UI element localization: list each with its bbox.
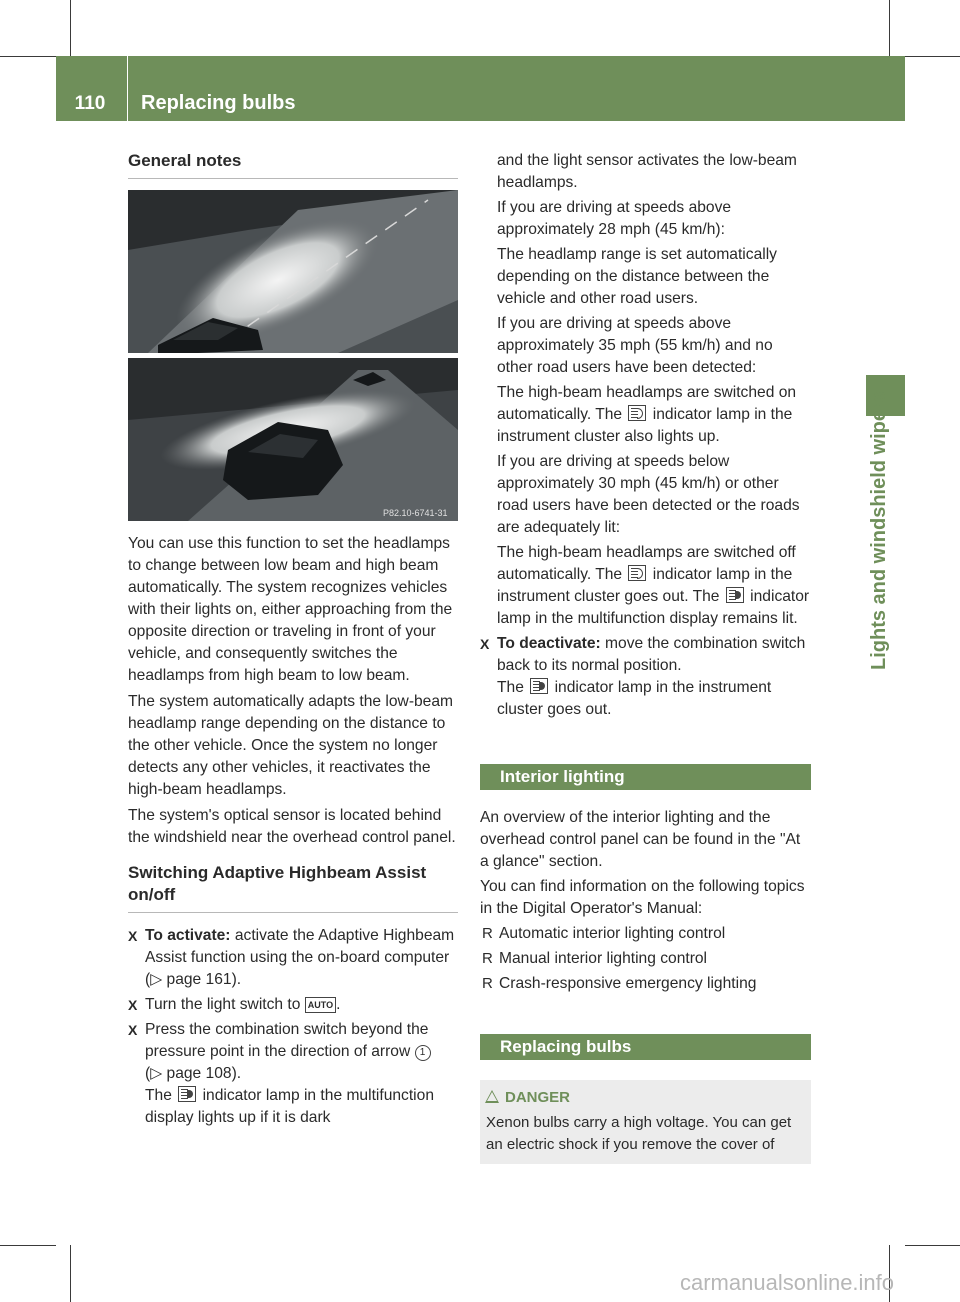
step-activate-ref: page 161). bbox=[166, 971, 242, 988]
bullet-text: Crash-responsive emergency lighting bbox=[499, 975, 757, 992]
cont-1: and the light sensor activates the low-beam headlamps. bbox=[497, 152, 797, 191]
list-item bbox=[482, 923, 811, 945]
interior-lighting-heading: Interior lighting bbox=[480, 764, 811, 790]
danger-notice bbox=[480, 1080, 811, 1164]
ref-arrow: ▷ bbox=[150, 971, 167, 988]
crop-mark bbox=[0, 56, 56, 57]
high-beam-lamp-icon bbox=[628, 405, 646, 421]
headlamp-figure bbox=[128, 190, 458, 521]
cont-6: If you are driving at speeds below approximately 30 mph (45 km/h) or other road users have been detected or the roads are adequately lit: bbox=[497, 453, 800, 536]
general-notes-p1: You can use this function to set the headlamps to change between low beam and high beam automatically. The system recognizes vehicles with their lights on, either approaching from the opposite direction or traveling in front of your vehicle, and consequently switches the headlamps from high beam to low beam. bbox=[128, 535, 453, 684]
crop-mark bbox=[70, 0, 71, 56]
deact-2a: The bbox=[497, 679, 524, 696]
cont-3: The headlamp range is set automatically depending on the distance between the vehicle and other road users. bbox=[497, 246, 777, 307]
step-combination-text: Press the combination switch beyond the pressure point in the direction of arrow bbox=[145, 1021, 429, 1060]
cont-5a: The high-beam headlamps are switched on automatically. The bbox=[497, 384, 797, 423]
cont-7b: indicator lamp in the instrument cluster goes out. The bbox=[497, 566, 793, 605]
bullet-mark: R bbox=[482, 950, 493, 967]
warning-triangle-icon bbox=[485, 1090, 499, 1103]
step-mark: X bbox=[128, 1022, 138, 1038]
crop-mark bbox=[889, 0, 890, 56]
bullet-mark: R bbox=[482, 925, 493, 942]
adaptive-highbeam-lamp-icon bbox=[178, 1086, 196, 1102]
interior-p2: You can find information on the following topics in the Digital Operator's Manual: bbox=[480, 878, 805, 917]
step-light-switch bbox=[128, 994, 458, 1016]
step-deactivate-label: To deactivate: bbox=[497, 635, 601, 652]
list-item bbox=[482, 973, 811, 995]
page-number: 110 bbox=[74, 93, 106, 114]
arrow-number-icon: 1 bbox=[415, 1045, 431, 1061]
crop-mark bbox=[905, 56, 960, 57]
crop-mark bbox=[0, 1245, 56, 1246]
adaptive-highbeam-lamp-icon bbox=[726, 587, 744, 603]
cont-5b: indicator lamp in the instrument cluster also lights up. bbox=[497, 406, 793, 445]
cont-4: If you are driving at speeds above approximately 35 mph (55 km/h) and no other road users have been detected: bbox=[497, 315, 773, 376]
bullet-mark: R bbox=[482, 975, 493, 992]
step-activate bbox=[128, 925, 458, 991]
bullet-text: Manual interior lighting control bbox=[499, 950, 708, 967]
step-combination-ref: page 108). bbox=[166, 1065, 242, 1082]
step-light-switch-text: Turn the light switch to bbox=[145, 996, 301, 1013]
step-combination-switch: X Press the combination switch beyond the pressure point in the direction of arrow 1 (▷ page 108). The indicator lamp in the multifunction display lights up if it is dark bbox=[128, 1021, 434, 1126]
danger-title: DANGER bbox=[505, 1089, 571, 1106]
general-notes-p3: The system's optical sensor is located behind the windshield near the overhead control panel. bbox=[128, 807, 456, 846]
step-deactivate-text: move the combination switch back to its normal position. bbox=[497, 635, 806, 674]
general-notes-heading: General notes bbox=[128, 150, 458, 179]
step-light-switch-end: . bbox=[336, 996, 341, 1013]
step-activate-text: activate the Adaptive Highbeam Assist function using the on-board computer ( bbox=[145, 927, 455, 988]
replacing-bulbs-heading: Replacing bulbs bbox=[480, 1034, 811, 1060]
list-item bbox=[482, 948, 811, 970]
side-tab-label bbox=[868, 100, 908, 670]
step-activate-label: To activate: bbox=[145, 927, 231, 944]
continuation-block bbox=[480, 150, 811, 630]
high-beam-lamp-icon bbox=[628, 565, 646, 581]
danger-text: Xenon bulbs carry a high voltage. You can get an electric shock if you remove the cover of bbox=[486, 1114, 792, 1153]
section-title: Replacing bulbs bbox=[141, 92, 296, 114]
bullet-text: Automatic interior lighting control bbox=[499, 925, 726, 942]
cont-7 bbox=[497, 542, 811, 630]
figure-label: P82.10-6741-31 bbox=[383, 508, 448, 518]
cont-7c: indicator lamp in the multifunction display remains lit. bbox=[497, 588, 810, 627]
left-column bbox=[128, 150, 458, 1129]
side-tab-text: Lights and windshield wipers bbox=[868, 391, 890, 670]
danger-header bbox=[486, 1088, 805, 1108]
step-deactivate bbox=[480, 633, 811, 721]
general-notes-p2: The system automatically adapts the low-beam headlamp range depending on the distance to the other vehicle. Once the system no longer detects any other vehicles, it reactivates the high-beam headlamps. bbox=[128, 693, 454, 798]
auto-icon: AUTO bbox=[305, 997, 336, 1013]
step-combination-tail: indicator lamp in the multifunction display lights up if it is dark bbox=[145, 1087, 434, 1126]
crop-mark bbox=[905, 1245, 960, 1246]
watermark: carmanualsonline.info bbox=[680, 1270, 895, 1295]
header-divider bbox=[127, 56, 128, 121]
switching-heading: Switching Adaptive Highbeam Assist on/off bbox=[128, 862, 458, 913]
step-mark: X bbox=[480, 636, 490, 652]
ref-arrow: ▷ bbox=[150, 1065, 167, 1082]
step-combination-the: The bbox=[145, 1087, 172, 1104]
right-column bbox=[480, 150, 811, 1164]
headlamp-illustration bbox=[128, 190, 458, 521]
cont-7a: The high-beam headlamps are switched off automatically. The bbox=[497, 544, 796, 583]
interior-p1: An overview of the interior lighting and the overhead control panel can be found in the "At a glance" section. bbox=[480, 809, 801, 870]
cont-5 bbox=[497, 382, 811, 448]
cont-2: If you are driving at speeds above approximately 28 mph (45 km/h): bbox=[497, 199, 732, 238]
step-mark: X bbox=[128, 928, 138, 944]
step-mark: X bbox=[128, 997, 138, 1013]
adaptive-highbeam-lamp-icon bbox=[530, 678, 548, 694]
deact-2b: indicator lamp in the instrument cluster goes out. bbox=[497, 679, 772, 718]
crop-mark bbox=[70, 1245, 71, 1302]
